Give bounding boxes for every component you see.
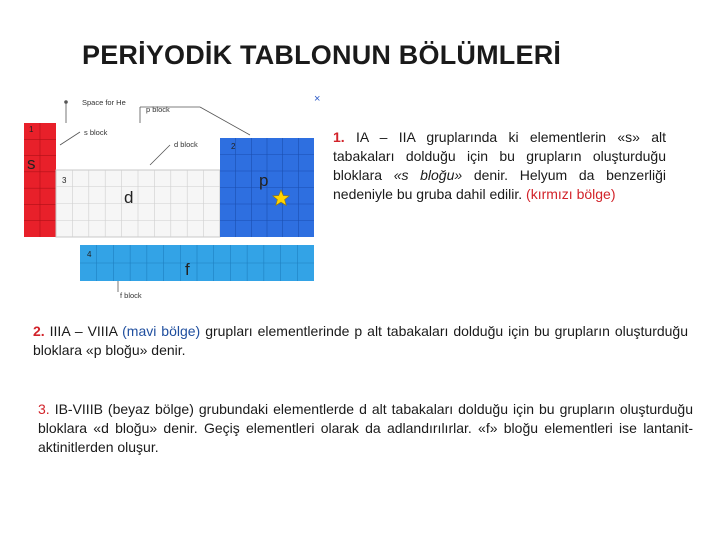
para1-text-2: denir. Helyum da benzerliği nedeniyle bu gruba dahil edilir.	[333, 167, 666, 202]
paragraph-s-block	[333, 128, 666, 204]
page-title: PERİYODİK TABLONUN BÖLÜMLERİ	[82, 40, 562, 70]
d-block-label: d block	[174, 140, 198, 149]
periodic-table-svg	[0, 85, 340, 310]
s-block-label: s block	[84, 128, 108, 137]
f-letter: f	[185, 260, 190, 279]
row-3-number: 3	[62, 176, 67, 185]
item-number-3: 3.	[38, 401, 50, 417]
space-for-he-label: Space for He	[82, 98, 126, 107]
row-2-number: 2	[231, 142, 236, 151]
red-region-note: (kırmızı bölge)	[526, 186, 616, 202]
d-letter: d	[124, 188, 134, 207]
paragraph-d-f-block	[38, 400, 693, 457]
p-letter: p	[259, 171, 269, 190]
para1-s-block-term: «s bloğu»	[393, 167, 463, 183]
row-1-number: 1	[29, 125, 34, 134]
p-block-label: p block	[146, 105, 170, 114]
para2-text-2: grupları elementlerinde p alt tabakaları dolduğu için bu grupların oluşturduğu bloklara «p bloğu» denir.	[33, 323, 689, 358]
para3-text: IB-VIIIB (beyaz bölge) grubundaki elementlerde d alt tabakaları dolduğu için bu grupların oluşturduğu bloklara «d bloğu» denir. Geçiş elementleri olarak da adlandırılırlar. «f» bloğu elementleri ise lantanit-aktinitlerden oluşur.	[38, 401, 693, 455]
f-block-label: f block	[120, 291, 142, 300]
close-icon[interactable]: ×	[314, 93, 321, 105]
para2-text-1: IIIA – VIIIA	[44, 323, 123, 339]
periodic-table-diagram	[0, 85, 340, 310]
s-letter: s	[27, 154, 36, 173]
blue-region-note: (mavi bölge)	[122, 323, 201, 339]
para1-text-1: IA – IIA gruplarında ki elementlerin «s» alt tabakaları dolduğu için bu grupların oluşturduğu bloklara	[333, 129, 666, 183]
paragraph-p-block	[33, 322, 688, 360]
item-number-2: 2.	[33, 323, 45, 339]
item-number-1: 1.	[333, 129, 345, 145]
row-4-number: 4	[87, 250, 92, 259]
